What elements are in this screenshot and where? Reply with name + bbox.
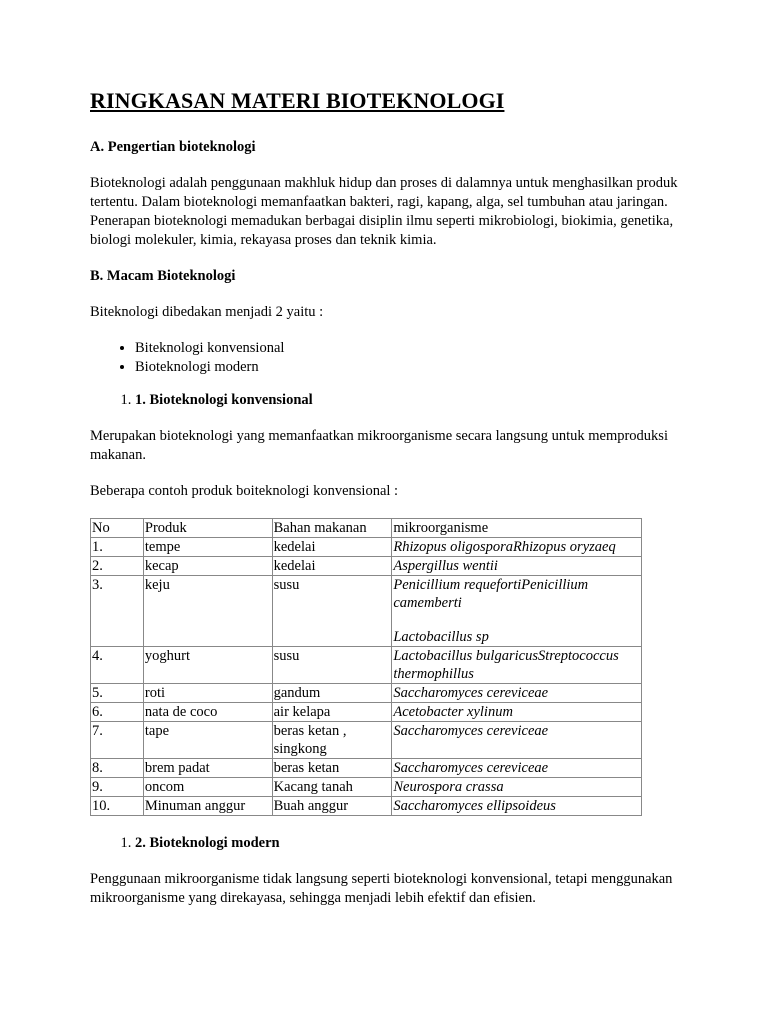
- cell-mikro: Neurospora crassa: [392, 778, 642, 797]
- section-a-paragraph: Bioteknologi adalah penggunaan makhluk hidup dan proses di dalamnya untuk menghasilkan produk tertentu. Dalam bioteknologi memanfaatkan bakteri, ragi, kapang, alga, sel tumbuhan atau jaringan. Penerapan bioteknologi memadukan berbagai disiplin ilmu seperti mikrobiologi, biokimia, genetika, biologi molekuler, kimia, rekayasa proses dan teknik kimia.: [90, 175, 678, 248]
- cell-mikro: [392, 576, 642, 647]
- table-row: [91, 797, 642, 816]
- section-b-heading: B. Macam Bioteknologi: [90, 268, 236, 284]
- cell-bahan: kedelai: [272, 557, 392, 576]
- cell-bahan: gandum: [272, 684, 392, 703]
- document-title: RINGKASAN MATERI BIOTEKNOLOGI: [90, 88, 505, 113]
- cell-produk: yoghurt: [143, 647, 272, 684]
- cell-no: 3.: [91, 576, 144, 647]
- cell-no: 6.: [91, 703, 144, 722]
- sub2-list: [90, 834, 678, 853]
- cell-produk: brem padat: [143, 759, 272, 778]
- cell-produk: kecap: [143, 557, 272, 576]
- cell-produk: tape: [143, 722, 272, 759]
- table-row: [91, 778, 642, 797]
- cell-no: 2.: [91, 557, 144, 576]
- cell-no: 7.: [91, 722, 144, 759]
- cell-mikro: Rhizopus oligosporaRhizopus oryzaeq: [392, 538, 642, 557]
- cell-produk: nata de coco: [143, 703, 272, 722]
- cell-mikro: Acetobacter xylinum: [392, 703, 642, 722]
- table-row: [91, 538, 642, 557]
- cell-bahan: beras ketan , singkong: [272, 722, 392, 759]
- table-row: [91, 684, 642, 703]
- cell-mikro: Saccharomyces cereviceae: [392, 684, 642, 703]
- cell-bahan: beras ketan: [272, 759, 392, 778]
- cell-produk: roti: [143, 684, 272, 703]
- cell-no: 9.: [91, 778, 144, 797]
- table-row: [91, 703, 642, 722]
- cell-no: 1.: [91, 538, 144, 557]
- table-row: [91, 722, 642, 759]
- cell-produk: Minuman anggur: [143, 797, 272, 816]
- cell-produk: oncom: [143, 778, 272, 797]
- list-item: • Biteknologi konvensional: [135, 339, 678, 358]
- table-header-row: [91, 519, 642, 538]
- cell-produk: tempe: [143, 538, 272, 557]
- table-intro: Beberapa contoh produk boiteknologi konvensional :: [90, 483, 399, 499]
- header-produk: Produk: [143, 519, 272, 538]
- cell-bahan: Kacang tanah: [272, 778, 392, 797]
- cell-mikro-line: Penicillium requefortiPenicillium camemberti: [393, 577, 589, 611]
- header-bahan: Bahan makanan: [272, 519, 392, 538]
- cell-bahan: susu: [272, 576, 392, 647]
- sub1-paragraph: Merupakan bioteknologi yang memanfaatkan mikroorganisme secara langsung untuk memproduksi makanan.: [90, 428, 668, 463]
- sub1-heading: 1. 1. Bioteknologi konvensional: [135, 391, 678, 410]
- cell-bahan: air kelapa: [272, 703, 392, 722]
- section-a-heading: A. Pengertian bioteknologi: [90, 139, 256, 155]
- cell-mikro-line: Lactobacillus sp: [393, 629, 489, 645]
- header-no: No: [91, 519, 144, 538]
- table-row: [91, 759, 642, 778]
- products-table: [90, 518, 642, 816]
- table-row: [91, 557, 642, 576]
- sub1-list: [90, 391, 678, 410]
- cell-mikro: Saccharomyces ellipsoideus: [392, 797, 642, 816]
- sub2-heading: 1. 2. Bioteknologi modern: [135, 834, 678, 853]
- header-mikroorganisme: mikroorganisme: [392, 519, 642, 538]
- cell-produk: keju: [143, 576, 272, 647]
- cell-bahan: susu: [272, 647, 392, 684]
- sub2-paragraph: Penggunaan mikroorganisme tidak langsung seperti bioteknologi konvensional, tetapi menggunakan mikroorganisme yang direkayasa, sehingga menjadi lebih efektif dan efisien.: [90, 871, 673, 906]
- table-row: [91, 576, 642, 647]
- table-row: [91, 647, 642, 684]
- cell-no: 4.: [91, 647, 144, 684]
- list-item: • Bioteknologi modern: [135, 358, 678, 377]
- cell-no: 10.: [91, 797, 144, 816]
- cell-bahan: kedelai: [272, 538, 392, 557]
- cell-mikro: Aspergillus wentii: [392, 557, 642, 576]
- cell-bahan: Buah anggur: [272, 797, 392, 816]
- cell-no: 5.: [91, 684, 144, 703]
- cell-mikro: Saccharomyces cereviceae: [392, 759, 642, 778]
- types-list: [90, 339, 678, 377]
- cell-mikro: Saccharomyces cereviceae: [392, 722, 642, 759]
- cell-no: 8.: [91, 759, 144, 778]
- cell-mikro: Lactobacillus bulgaricusStreptococcus thermophillus: [392, 647, 642, 684]
- section-b-intro: Biteknologi dibedakan menjadi 2 yaitu :: [90, 304, 324, 320]
